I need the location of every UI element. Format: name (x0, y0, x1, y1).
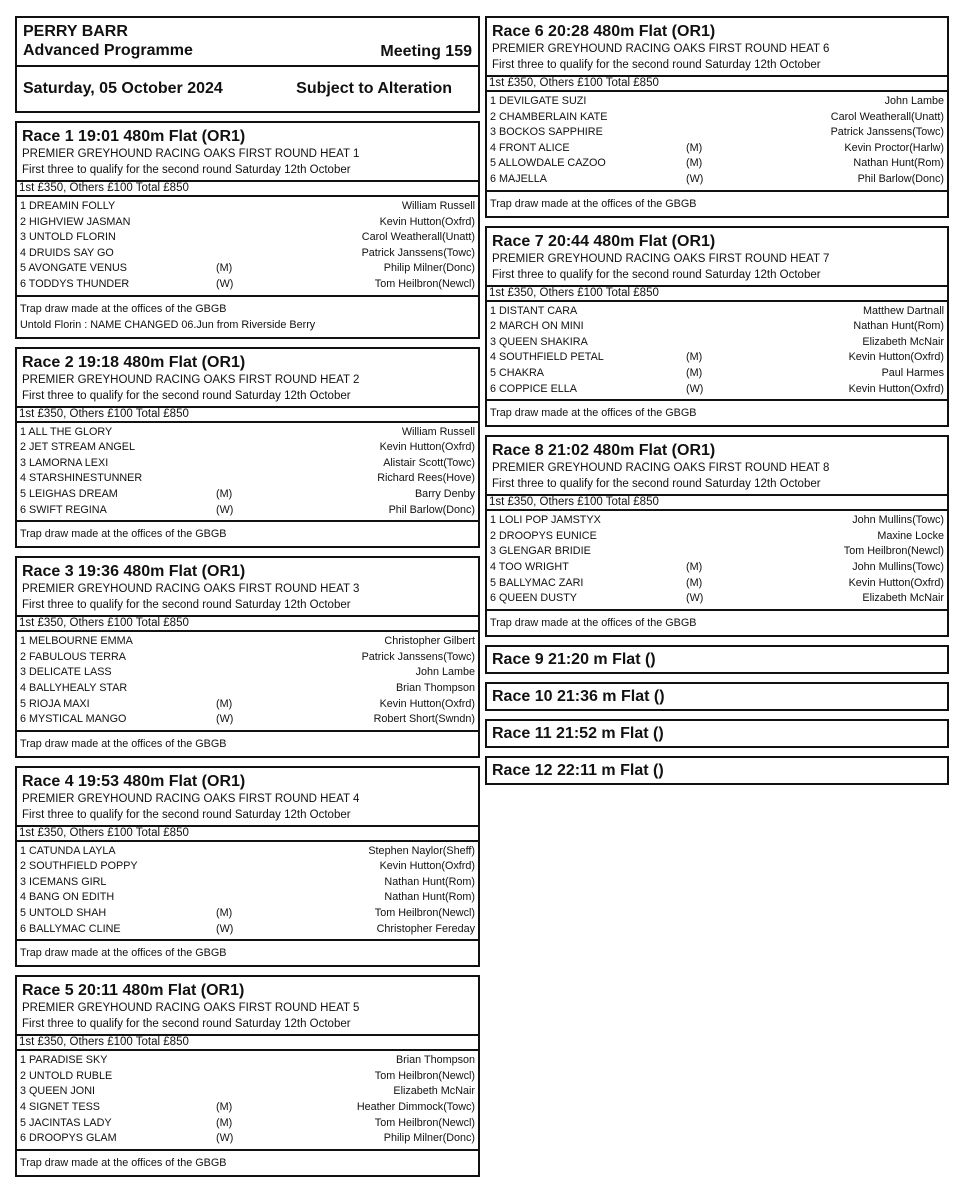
runner-row (20, 922, 475, 938)
trainer-name: Nathan Hunt(Rom) (384, 891, 475, 904)
dog-sex: (M) (216, 697, 233, 710)
dog-sex (216, 425, 256, 441)
trainer-name: Barry Denby (414, 487, 475, 500)
runner-row (20, 440, 475, 456)
trainer-name: Kevin Hutton(Oxfrd) (379, 860, 475, 873)
dog-sex: (M) (216, 262, 233, 275)
dog-sex: (M) (216, 1101, 233, 1114)
venue-name: PERRY BARR (23, 23, 128, 40)
runner-row (20, 199, 475, 215)
runners-list (487, 302, 947, 400)
race-card-8 (485, 435, 949, 637)
race-qualify: First three to qualify for the second round Saturday 12th October (22, 1018, 351, 1031)
runner-row (490, 366, 944, 382)
trap-draw-note: Trap draw made at the offices of the GBGB (490, 197, 697, 210)
race-title: Race 4 19:53 480m Flat (OR1) (22, 772, 246, 790)
trainer-name: John Lambe (884, 95, 944, 107)
runner-row (20, 1069, 475, 1085)
race-card-2 (15, 347, 480, 549)
dog-sex (686, 110, 726, 126)
runner-row (20, 890, 475, 906)
dog-name: 6 MYSTICAL MANGO (20, 713, 127, 726)
trainer-name: Elizabeth McNair (862, 592, 944, 605)
header-top (17, 18, 478, 67)
alteration-notice: Subject to Alteration (296, 80, 452, 97)
dog-sex (216, 1053, 256, 1069)
runner-row (490, 319, 944, 335)
race-event: PREMIER GREYHOUND RACING OAKS FIRST ROUND HEAT 1 (22, 148, 360, 160)
dog-sex: (W) (216, 1132, 234, 1145)
race-notes (17, 939, 478, 965)
dog-sex (216, 875, 256, 891)
race-title: Race 1 19:01 480m Flat (OR1) (22, 128, 246, 145)
race-card-4 (15, 766, 480, 968)
dog-name: 4 FRONT ALICE (490, 141, 570, 154)
runner-row (20, 650, 475, 666)
dog-name: 4 BALLYHEALY STAR (20, 681, 128, 694)
trainer-name: Paul Harmes (881, 366, 944, 379)
trainer-name: Kevin Hutton(Oxfrd) (379, 215, 475, 228)
runner-row (490, 544, 944, 560)
dog-sex: (M) (686, 576, 703, 589)
dog-name: 5 BALLYMAC ZARI (490, 576, 584, 589)
dog-sex (216, 246, 256, 262)
runner-row (490, 513, 944, 529)
dog-sex (216, 844, 256, 860)
runners-list (17, 632, 478, 730)
trainer-name: Phil Barlow(Donc) (388, 503, 475, 516)
runner-row (20, 503, 475, 519)
dog-sex (216, 215, 256, 231)
race-event: PREMIER GREYHOUND RACING OAKS FIRST ROUND HEAT 8 (492, 462, 830, 475)
race-qualify: First three to qualify for the second round Saturday 12th October (22, 808, 351, 821)
race-title: Race 8 21:02 480m Flat (OR1) (492, 442, 716, 460)
name-change-note: Untold Florin : NAME CHANGED 06.Jun from Riverside Berry (20, 318, 316, 331)
runners-list (487, 511, 947, 609)
trainer-name: Elizabeth McNair (862, 335, 944, 348)
trainer-name: Patrick Janssens(Towc) (830, 126, 944, 139)
runner-row (490, 304, 944, 320)
race-prize: 1st £350, Others £100 Total £850 (487, 75, 947, 92)
dog-sex: (M) (216, 1116, 233, 1129)
trainer-name: Tom Heilbron(Newcl) (374, 907, 475, 920)
dog-sex: (W) (216, 713, 234, 726)
dog-name: 3 QUEEN JONI (20, 1085, 95, 1098)
trainer-name: Kevin Hutton(Oxfrd) (379, 441, 475, 454)
trainer-name: Matthew Dartnall (862, 304, 944, 317)
runner-row (20, 681, 475, 697)
runner-row (490, 350, 944, 366)
race-card-12 (485, 756, 949, 785)
programme-header (15, 16, 480, 113)
trainer-name: Kevin Proctor(Harlw) (844, 141, 944, 154)
dog-name: 5 LEIGHAS DREAM (20, 487, 118, 500)
dog-name: 5 RIOJA MAXI (20, 697, 90, 710)
runner-row (20, 215, 475, 231)
race-qualify: First three to qualify for the second round Saturday 12th October (492, 59, 821, 71)
runner-row (490, 382, 944, 398)
dog-name: 1 MELBOURNE EMMA (20, 635, 133, 648)
trainer-name: Kevin Hutton(Oxfrd) (848, 576, 944, 589)
trainer-name: John Mullins(Towc) (852, 560, 944, 573)
runner-row (20, 1053, 475, 1069)
dog-sex (686, 319, 726, 335)
runner-row (490, 591, 944, 607)
dog-name: 1 LOLI POP JAMSTYX (490, 514, 601, 527)
dog-name: 4 TOO WRIGHT (490, 560, 569, 573)
dog-name: 3 ICEMANS GIRL (20, 875, 107, 888)
trainer-name: Tom Heilbron(Newcl) (374, 277, 475, 290)
race-card-10 (485, 682, 949, 711)
race-title: Race 3 19:36 480m Flat (OR1) (22, 563, 246, 581)
runner-row (490, 560, 944, 576)
race-qualify: First three to qualify for the second round Saturday 12th October (492, 268, 821, 281)
dog-name: 1 DREAMIN FOLLY (20, 200, 116, 212)
runner-row (20, 1084, 475, 1100)
dog-name: 5 AVONGATE VENUS (20, 262, 127, 275)
dog-name: 2 UNTOLD RUBLE (20, 1069, 113, 1082)
runner-row (20, 487, 475, 503)
runner-row (490, 576, 944, 592)
race-notes (487, 190, 947, 216)
runner-row (490, 156, 944, 172)
runner-row (490, 335, 944, 351)
dog-sex (216, 199, 256, 215)
dog-sex (686, 125, 726, 141)
trainer-name: Maxine Locke (877, 529, 944, 542)
trainer-name: Nathan Hunt(Rom) (853, 157, 944, 170)
runner-row (490, 172, 944, 188)
race-prize: 1st £350, Others £100 Total £850 (17, 406, 478, 423)
dog-sex (216, 859, 256, 875)
race-card-9 (485, 645, 949, 674)
dog-sex: (W) (686, 382, 704, 395)
trainer-name: Kevin Hutton(Oxfrd) (848, 351, 944, 364)
meeting-number: Meeting 159 (380, 43, 472, 60)
runner-row (490, 110, 944, 126)
trap-draw-note: Trap draw made at the offices of the GBGB (490, 407, 697, 420)
dog-sex: (M) (686, 560, 703, 573)
dog-sex (686, 94, 726, 110)
dog-name: 5 JACINTAS LADY (20, 1116, 112, 1129)
race-notes (17, 1149, 478, 1175)
dog-sex (216, 230, 256, 246)
trainer-name: William Russell (401, 200, 475, 212)
runner-row (490, 125, 944, 141)
left-column (15, 16, 480, 1185)
race-notes (17, 730, 478, 756)
dog-name: 6 COPPICE ELLA (490, 382, 578, 395)
dog-sex (216, 890, 256, 906)
trainer-name: Carol Weatherall(Unatt) (830, 110, 944, 123)
trap-draw-note: Trap draw made at the offices of the GBGB (20, 947, 227, 960)
trainer-name: Nathan Hunt(Rom) (384, 875, 475, 888)
trainer-name: Carol Weatherall(Unatt) (361, 231, 475, 244)
trainer-name: Brian Thompson (395, 681, 475, 694)
runner-row (20, 1100, 475, 1116)
dog-name: 6 BALLYMAC CLINE (20, 922, 121, 935)
runner-row (20, 844, 475, 860)
dog-sex: (W) (216, 277, 234, 290)
trainer-name: Tom Heilbron(Newcl) (843, 545, 944, 558)
trainer-name: Tom Heilbron(Newcl) (374, 1069, 475, 1082)
runner-row (20, 261, 475, 277)
runner-row (20, 246, 475, 262)
runners-list (17, 423, 478, 521)
race-title: Race 7 20:44 480m Flat (OR1) (492, 232, 716, 250)
trainer-name: Kevin Hutton(Oxfrd) (848, 382, 944, 395)
dog-name: 6 QUEEN DUSTY (490, 592, 577, 605)
trainer-name: Philip Milner(Donc) (383, 262, 475, 275)
dog-name: 1 CATUNDA LAYLA (20, 844, 116, 857)
dog-sex: (M) (216, 487, 233, 500)
programme-title: Advanced Programme (23, 42, 193, 59)
dog-name: 6 DROOPYS GLAM (20, 1132, 117, 1145)
dog-name: 3 LAMORNA LEXI (20, 456, 109, 469)
race-notes (17, 520, 478, 546)
race-notes (17, 295, 478, 337)
dog-sex (686, 304, 726, 320)
trainer-name: John Lambe (415, 666, 475, 679)
dog-name: 6 TODDYS THUNDER (20, 277, 130, 290)
dog-sex (216, 634, 256, 650)
runner-row (20, 277, 475, 293)
dog-sex: (W) (686, 172, 704, 185)
dog-sex (216, 681, 256, 697)
dog-name: 1 ALL THE GLORY (20, 425, 113, 438)
dog-name: 4 SIGNET TESS (20, 1101, 101, 1114)
race-title: Race 9 21:20 m Flat () (492, 650, 656, 668)
dog-name: 2 JET STREAM ANGEL (20, 441, 136, 454)
dog-name: 3 BOCKOS SAPPHIRE (490, 126, 603, 139)
dog-name: 1 PARADISE SKY (20, 1054, 108, 1067)
race-event: PREMIER GREYHOUND RACING OAKS FIRST ROUND HEAT 5 (22, 1002, 360, 1015)
dog-name: 2 SOUTHFIELD POPPY (20, 860, 138, 873)
trainer-name: Alistair Scott(Towc) (383, 456, 475, 469)
dog-sex: (W) (686, 592, 704, 605)
runner-row (20, 1116, 475, 1132)
race-qualify: First three to qualify for the second round Saturday 12th October (492, 478, 821, 491)
dog-name: 1 DEVILGATE SUZI (490, 95, 587, 107)
race-event: PREMIER GREYHOUND RACING OAKS FIRST ROUND HEAT 7 (492, 252, 830, 265)
dog-sex: (M) (686, 141, 703, 154)
trainer-name: William Russell (401, 425, 475, 438)
race-title: Race 6 20:28 480m Flat (OR1) (492, 23, 716, 40)
dog-sex: (M) (686, 351, 703, 364)
meeting-date: Saturday, 05 October 2024 (23, 80, 223, 97)
runner-row (20, 875, 475, 891)
trainer-name: Heather Dimmock(Towc) (356, 1101, 475, 1114)
dog-name: 3 UNTOLD FLORIN (20, 231, 116, 244)
race-qualify: First three to qualify for the second round Saturday 12th October (22, 164, 351, 176)
dog-name: 2 MARCH ON MINI (490, 320, 584, 333)
race-prize: 1st £350, Others £100 Total £850 (17, 1034, 478, 1051)
trap-draw-note: Trap draw made at the offices of the GBGB (490, 616, 697, 629)
race-card-5 (15, 975, 480, 1177)
trainer-name: Patrick Janssens(Towc) (361, 246, 475, 259)
race-event: PREMIER GREYHOUND RACING OAKS FIRST ROUND HEAT 2 (22, 373, 360, 386)
trainer-name: Robert Short(Swndn) (373, 713, 475, 726)
dog-sex: (M) (216, 907, 233, 920)
race-qualify: First three to qualify for the second round Saturday 12th October (22, 599, 351, 612)
dog-name: 2 FABULOUS TERRA (20, 650, 127, 663)
trap-draw-note: Trap draw made at the offices of the GBGB (20, 1156, 227, 1169)
trap-draw-note: Trap draw made at the offices of the GBGB (20, 528, 227, 541)
dog-name: 2 HIGHVIEW JASMAN (20, 215, 131, 228)
trainer-name: John Mullins(Towc) (852, 514, 944, 527)
trainer-name: Phil Barlow(Donc) (857, 172, 944, 185)
dog-name: 3 DELICATE LASS (20, 666, 112, 679)
dog-name: 2 DROOPYS EUNICE (490, 529, 597, 542)
dog-name: 4 SOUTHFIELD PETAL (490, 351, 604, 364)
race-prize: 1st £350, Others £100 Total £850 (17, 615, 478, 632)
header-bottom (17, 67, 478, 111)
trainer-name: Christopher Gilbert (384, 635, 475, 648)
dog-sex (216, 1069, 256, 1085)
race-card-3 (15, 556, 480, 758)
runner-row (20, 471, 475, 487)
runners-list (17, 197, 478, 295)
runners-list (487, 92, 947, 190)
dog-sex: (M) (686, 366, 703, 379)
runner-row (490, 94, 944, 110)
runner-row (20, 456, 475, 472)
dog-name: 2 CHAMBERLAIN KATE (490, 110, 608, 123)
runner-row (20, 906, 475, 922)
trap-draw-note: Trap draw made at the offices of the GBGB (20, 302, 227, 315)
dog-name: 4 STARSHINESTUNNER (20, 472, 143, 485)
race-prize: 1st £350, Others £100 Total £850 (487, 494, 947, 511)
race-notes (487, 609, 947, 635)
dog-sex (216, 471, 256, 487)
race-prize: 1st £350, Others £100 Total £850 (17, 180, 478, 197)
runners-list (17, 1051, 478, 1149)
race-notes (487, 399, 947, 425)
dog-name: 3 GLENGAR BRIDIE (490, 545, 591, 558)
trainer-name: Christopher Fereday (376, 922, 475, 935)
dog-name: 5 CHAKRA (490, 366, 545, 379)
race-prize: 1st £350, Others £100 Total £850 (487, 285, 947, 302)
dog-name: 3 QUEEN SHAKIRA (490, 335, 588, 348)
dog-name: 4 DRUIDS SAY GO (20, 246, 114, 259)
dog-sex (216, 1084, 256, 1100)
race-event: PREMIER GREYHOUND RACING OAKS FIRST ROUND HEAT 6 (492, 43, 830, 55)
runner-row (20, 1131, 475, 1147)
trainer-name: Philip Milner(Donc) (383, 1132, 475, 1145)
dog-sex (686, 544, 726, 560)
dog-sex (216, 665, 256, 681)
race-card-7 (485, 226, 949, 428)
dog-sex (686, 513, 726, 529)
runner-row (20, 634, 475, 650)
dog-name: 5 UNTOLD SHAH (20, 907, 107, 920)
trainer-name: Nathan Hunt(Rom) (853, 320, 944, 333)
race-qualify: First three to qualify for the second round Saturday 12th October (22, 389, 351, 402)
race-title: Race 5 20:11 480m Flat (OR1) (22, 982, 245, 1000)
runner-row (20, 230, 475, 246)
race-title: Race 10 21:36 m Flat () (492, 687, 665, 705)
trainer-name: Stephen Naylor(Sheff) (368, 844, 475, 857)
race-event: PREMIER GREYHOUND RACING OAKS FIRST ROUND HEAT 4 (22, 792, 360, 805)
runner-row (20, 712, 475, 728)
dog-name: 1 DISTANT CARA (490, 304, 578, 317)
dog-sex: (M) (686, 157, 703, 170)
race-prize: 1st £350, Others £100 Total £850 (17, 825, 478, 842)
trainer-name: Patrick Janssens(Towc) (361, 650, 475, 663)
trainer-name: Richard Rees(Hove) (377, 472, 475, 485)
dog-sex (686, 335, 726, 351)
trainer-name: Brian Thompson (395, 1054, 475, 1067)
runners-list (17, 842, 478, 940)
runner-row (20, 697, 475, 713)
race-card-11 (485, 719, 949, 748)
runner-row (20, 425, 475, 441)
dog-sex (686, 529, 726, 545)
dog-name: 6 MAJELLA (490, 172, 548, 185)
dog-sex (216, 456, 256, 472)
dog-name: 6 SWIFT REGINA (20, 503, 107, 516)
dog-sex (216, 440, 256, 456)
race-card-1 (15, 121, 480, 339)
dog-name: 5 ALLOWDALE CAZOO (490, 157, 606, 170)
runner-row (490, 141, 944, 157)
race-card-6 (485, 16, 949, 218)
runner-row (20, 859, 475, 875)
right-column (485, 16, 949, 793)
dog-sex: (W) (216, 922, 234, 935)
trainer-name: Elizabeth McNair (393, 1085, 475, 1098)
runner-row (20, 665, 475, 681)
trainer-name: Kevin Hutton(Oxfrd) (379, 697, 475, 710)
race-event: PREMIER GREYHOUND RACING OAKS FIRST ROUND HEAT 3 (22, 583, 360, 596)
race-title: Race 11 21:52 m Flat () (492, 724, 664, 742)
dog-name: 4 BANG ON EDITH (20, 891, 115, 904)
dog-sex: (W) (216, 503, 234, 516)
race-title: Race 12 22:11 m Flat () (492, 761, 664, 779)
runner-row (490, 529, 944, 545)
trainer-name: Tom Heilbron(Newcl) (374, 1116, 475, 1129)
trap-draw-note: Trap draw made at the offices of the GBGB (20, 737, 227, 750)
dog-sex (216, 650, 256, 666)
race-title: Race 2 19:18 480m Flat (OR1) (22, 353, 246, 371)
